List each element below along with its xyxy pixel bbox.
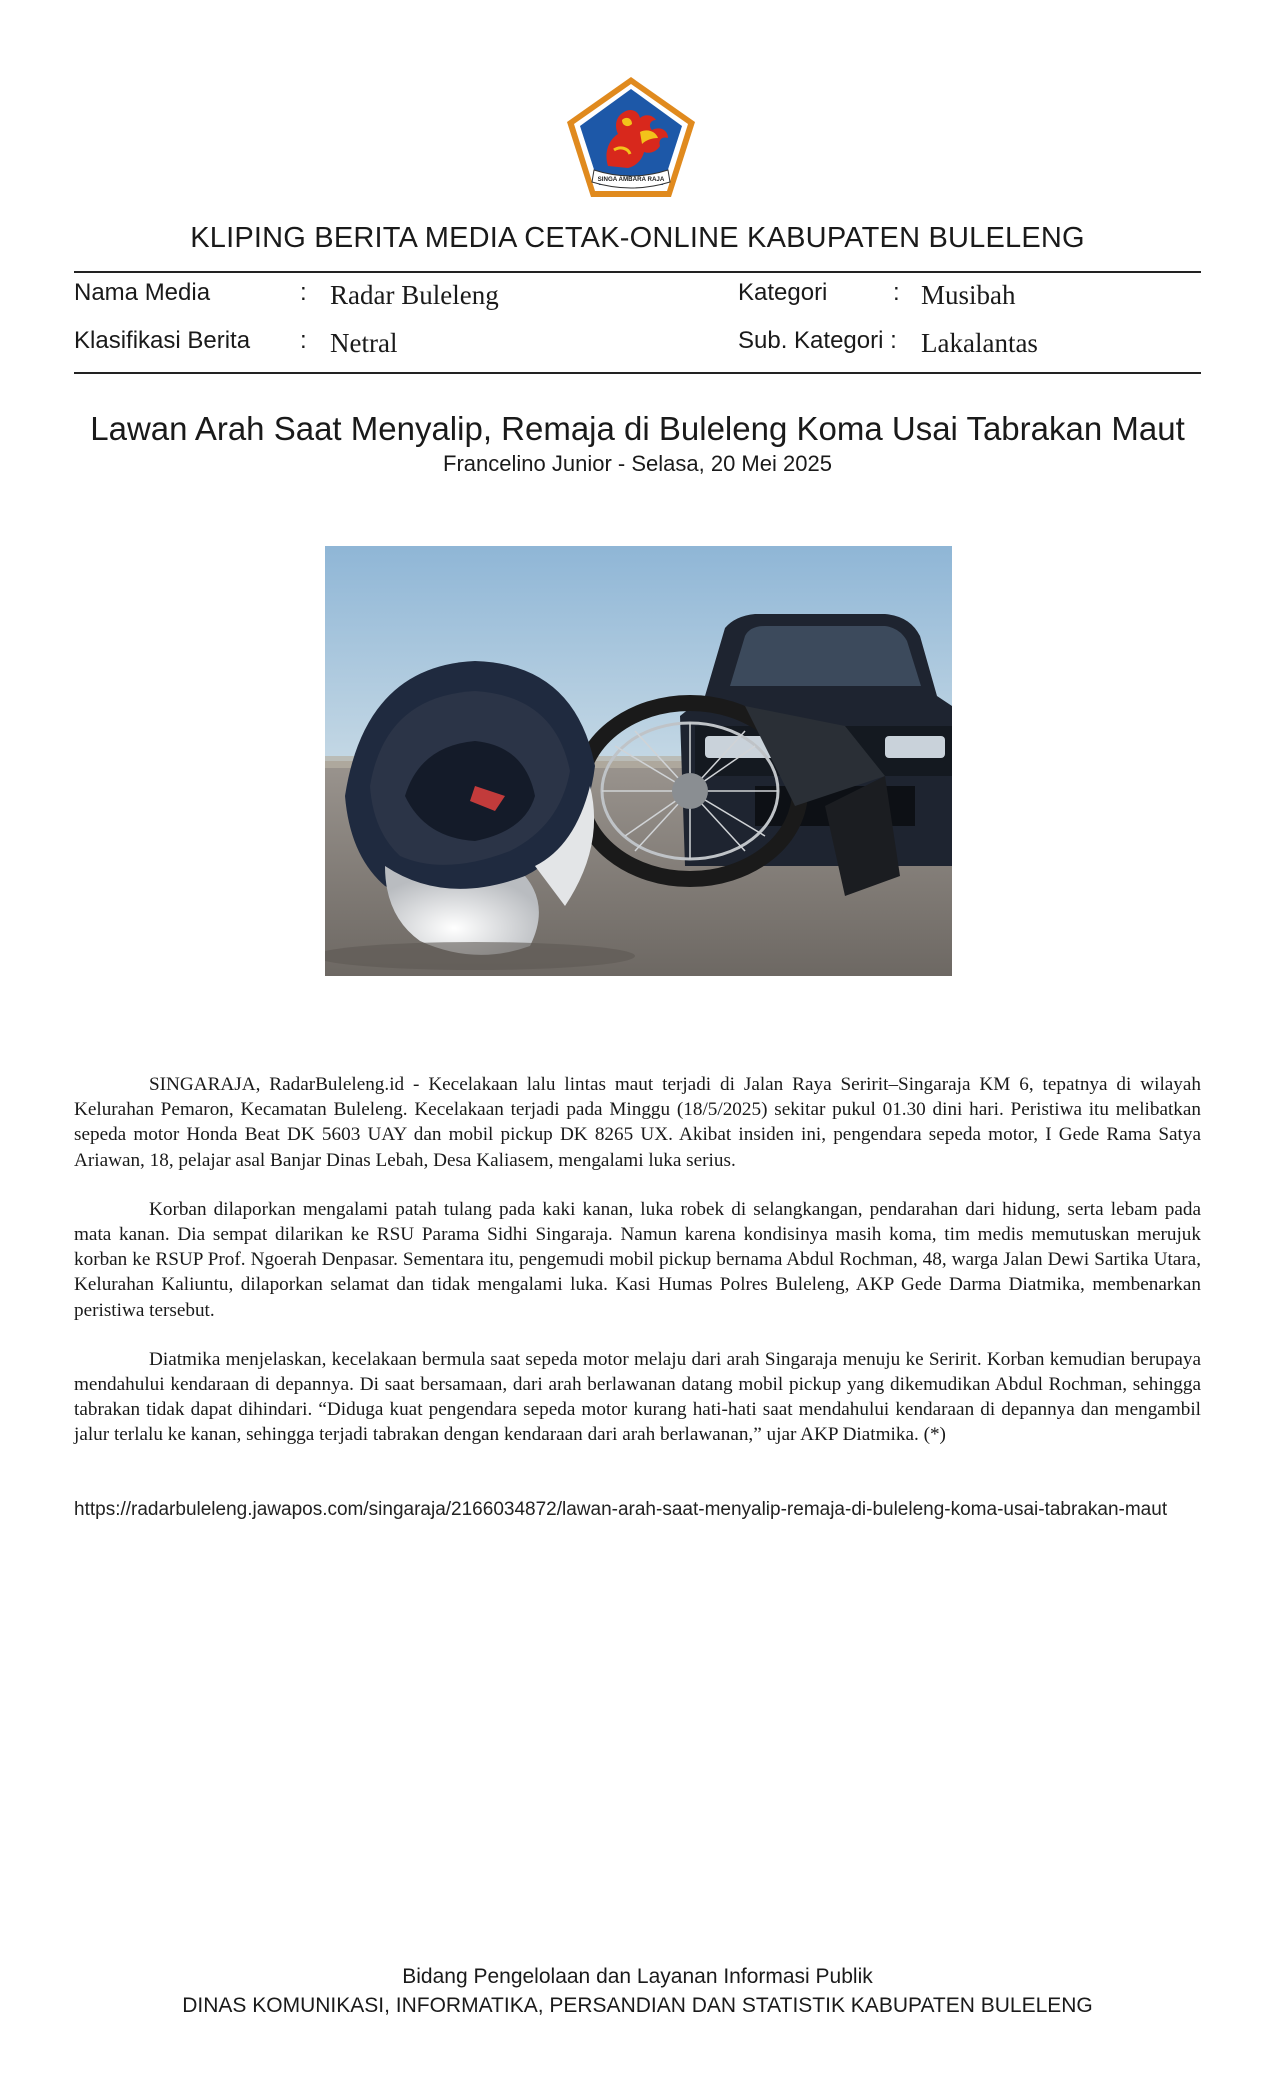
article-paragraph: Diatmika menjelaskan, kecelakaan bermula saat sepeda motor melaju dari arah Singaraja menuju ke Seririt. Korban kemudian berupaya mendahului kendaraan di depannya. Di saat bersamaan, dari arah berlawanan datang mobil pickup yang dikemudikan Abdul Rochman, sehingga tabrakan tidak dapat dihindari. “Diduga kuat pengendara sepeda motor kurang hati-hati saat mendahului kendaraan di depannya dan mengambil jalur terlalu ke kanan, sehingga terjadi tabrakan dengan kendaraan dari arah berlawanan,” ujar AKP Diatmika. (*) xyxy=(74,1348,1201,1446)
article-title: Lawan Arah Saat Menyalip, Remaja di Buleleng Koma Usai Tabrakan Maut xyxy=(90,410,1185,447)
kategori-label: Kategori xyxy=(738,279,828,306)
nama-media-value: Radar Buleleng xyxy=(330,280,499,310)
header-divider-top xyxy=(74,271,1201,273)
header-divider-bottom xyxy=(74,372,1201,374)
nama-media-colon: : xyxy=(300,279,307,306)
article-body xyxy=(74,1072,1201,1472)
article-byline: Francelino Junior - Selasa, 20 Mei 2025 xyxy=(443,451,832,476)
regency-logo xyxy=(564,74,698,200)
footer-division: Bidang Pengelolaan dan Layanan Informasi Publik xyxy=(402,1965,873,1988)
nama-media-label: Nama Media xyxy=(74,279,211,306)
klasifikasi-label: Klasifikasi Berita xyxy=(74,327,251,354)
article-photo xyxy=(325,546,952,976)
kategori-value: Musibah xyxy=(921,280,1016,310)
klasifikasi-colon: : xyxy=(300,327,307,354)
clipping-header-title: KLIPING BERITA MEDIA CETAK-ONLINE KABUPATEN BULELENG xyxy=(190,222,1085,254)
article-paragraph: SINGARAJA, RadarBuleleng.id - Kecelakaan lalu lintas maut terjadi di Jalan Raya Seririt–Singaraja KM 6, tepatnya di wilayah Kelurahan Pemaron, Kecamatan Buleleng. Kecelakaan terjadi pada Minggu (18/5/2025) sekitar pukul 01.30 dini hari. Peristiwa itu melibatkan sepeda motor Honda Beat DK 5603 UAY dan mobil pickup DK 8265 UX. Akibat insiden ini, pengendara sepeda motor, I Gede Rama Satya Ariawan, 18, pelajar asal Banjar Dinas Lebah, Desa Kaliasem, mengalami luka serius. xyxy=(74,1074,1201,1171)
sub-kategori-label: Sub. Kategori : xyxy=(738,327,897,354)
article-paragraph: Korban dilaporkan mengalami patah tulang pada kaki kanan, luka robek di selangkangan, pendarahan dari hidung, serta lebam pada mata kanan. Dia sempat dilarikan ke RSU Parama Sidhi Singaraja. Namun karena kondisinya masih koma, tim medis memutuskan merujuk korban ke RSUP Prof. Ngoerah Denpasar. Sementara itu, pengemudi mobil pickup bernama Abdul Rochman, 48, warga Jalan Dewi Sartika Utara, Kelurahan Kaliuntu, dilaporkan selamat dan tidak mengalami luka. Kasi Humas Polres Buleleng, AKP Gede Darma Diatmika, membenarkan peristiwa tersebut. xyxy=(74,1198,1201,1321)
klasifikasi-value: Netral xyxy=(330,328,398,358)
footer-agency: DINAS KOMUNIKASI, INFORMATIKA, PERSANDIAN DAN STATISTIK KABUPATEN BULELENG xyxy=(182,1994,1093,2017)
motorcycle-accident-photo xyxy=(325,546,952,976)
sub-kategori-value: Lakalantas xyxy=(921,328,1038,358)
singa-ambara-raja-emblem-icon xyxy=(564,74,698,200)
source-link[interactable]: https://radarbuleleng.jawapos.com/singaraja/2166034872/lawan-arah-saat-menyalip-remaja-di-buleleng-koma-usai-tabrakan-maut xyxy=(74,1499,1168,1520)
kategori-colon: : xyxy=(893,279,900,306)
logo-ribbon-text: SINGA AMBARA RAJA xyxy=(597,176,665,183)
